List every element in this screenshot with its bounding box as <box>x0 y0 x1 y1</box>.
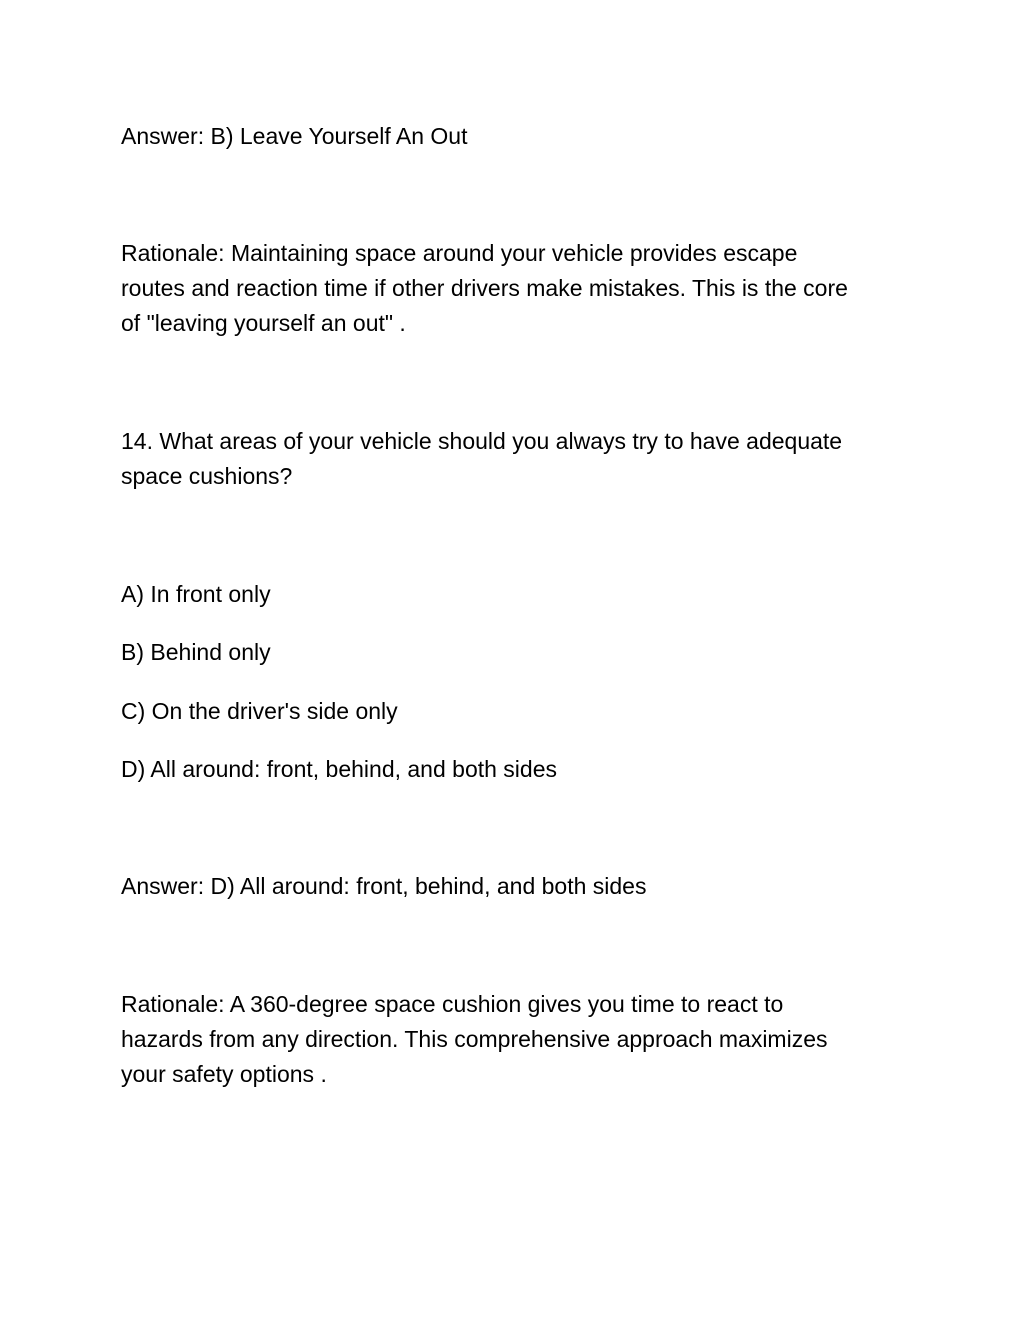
previous-rationale-line-2: routes and reaction time if other drivers make mistakes. This is the core <box>121 275 848 301</box>
previous-rationale <box>121 236 911 341</box>
option-b-text: B) Behind only <box>121 639 271 665</box>
rationale-line-1: Rationale: A 360-degree space cushion gives you time to react to <box>121 991 784 1017</box>
option-d-text: D) All around: front, behind, and both sides <box>121 756 558 782</box>
option-b <box>121 635 911 670</box>
answer-text: Answer: D) All around: front, behind, and both sides <box>121 873 647 899</box>
option-c <box>121 694 911 729</box>
answer <box>121 869 911 904</box>
question-line-1: 14. What areas of your vehicle should you always try to have adequate <box>121 428 843 454</box>
option-d <box>121 752 911 787</box>
previous-rationale-line-1: Rationale: Maintaining space around your vehicle provides escape <box>121 240 798 266</box>
rationale <box>121 987 911 1092</box>
rationale-line-3: your safety options . <box>121 1061 327 1087</box>
previous-answer <box>121 119 911 154</box>
previous-rationale-line-3: of "leaving yourself an out" . <box>121 310 406 336</box>
question-line-2: space cushions? <box>121 463 293 489</box>
rationale-line-2: hazards from any direction. This comprehensive approach maximizes <box>121 1026 828 1052</box>
option-a <box>121 577 911 612</box>
option-c-text: C) On the driver's side only <box>121 698 398 724</box>
previous-answer-text: Answer: B) Leave Yourself An Out <box>121 123 468 149</box>
option-a-text: A) In front only <box>121 581 271 607</box>
question-14 <box>121 424 911 494</box>
